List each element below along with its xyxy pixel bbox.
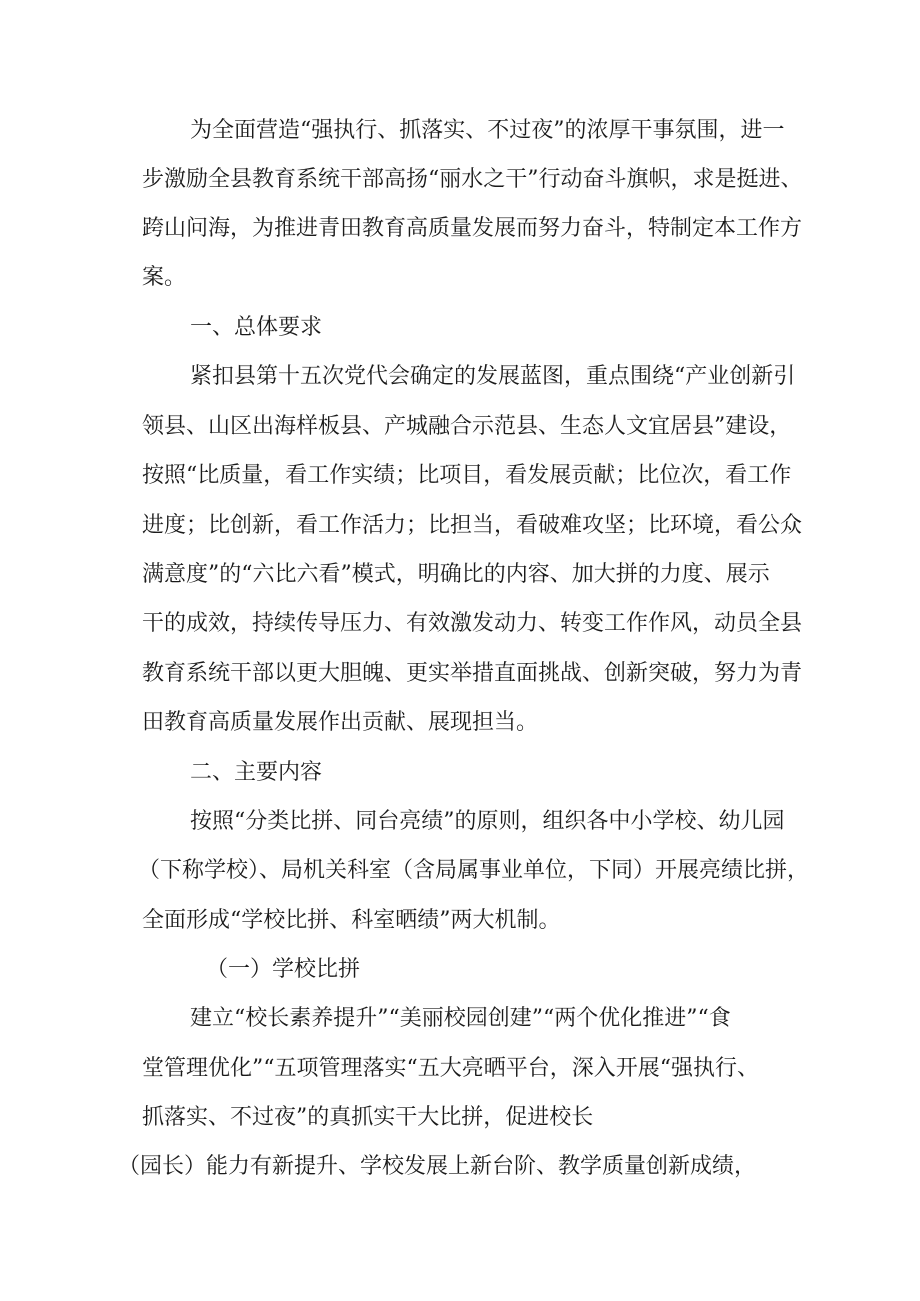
subsection-heading-1: （一）学校比拼 [206, 957, 361, 982]
paragraph-content-line-1: 按照“分类比拼、同台亮绩”的原则，组织各中小学校、幼儿园 [190, 809, 785, 834]
paragraph-requirements-line-4: 进度；比创新，看工作活力；比担当，看破难攻坚；比环境，看公众 [142, 513, 803, 538]
paragraph-requirements-line-5: 满意度”的“六比六看”模式，明确比的内容、加大拼的力度、展示 [142, 562, 770, 587]
paragraph-requirements-line-1: 紧扣县第十五次党代会确定的发展蓝图，重点围绕“产业创新引 [190, 364, 796, 389]
paragraph-content-line-2: （下称学校）、局机关科室（含局属事业单位，下同）开展亮绩比拼， [138, 858, 810, 883]
paragraph-requirements-line-8: 田教育高质量发展作出贡献、展现担当。 [142, 710, 539, 735]
paragraph-intro-line-4: 案。 [142, 265, 187, 290]
paragraph-requirements-line-7: 教育系统干部以更大胆魄、更实举措直面挑战、创新突破，努力为青 [142, 661, 803, 686]
section-heading-1: 一、总体要求 [190, 315, 323, 340]
paragraph-intro-line-2: 步激励全县教育系统干部高扬“丽水之干”行动奋斗旗帜，求是挺进、 [142, 167, 803, 192]
paragraph-school-line-2: 堂管理优化”“五项管理落实“五大亮晒平台，深入开展“强执行、 [142, 1056, 759, 1081]
paragraph-requirements-line-2: 领县、山区出海样板县、产城融合示范县、生态人文宜居县”建设， [142, 414, 792, 439]
paragraph-requirements-line-6: 干的成效，持续传导压力、有效激发动力、转变工作作风，动员全县 [142, 611, 803, 636]
paragraph-school-line-4: （园长）能力有新提升、学校发展上新台阶、教学质量创新成绩， [118, 1154, 757, 1179]
paragraph-school-line-3: 抓落实、不过夜”的真抓实干大比拼，促进校长 [142, 1105, 594, 1130]
section-heading-2: 二、主要内容 [190, 760, 323, 785]
paragraph-requirements-line-3: 按照“比质量，看工作实绩；比项目，看发展贡献；比位次，看工作 [142, 463, 792, 488]
paragraph-school-line-1: 建立“校长素养提升”“美丽校园创建”“两个优化推进”“食 [190, 1006, 731, 1031]
paragraph-content-line-3: 全面形成“学校比拼、科室晒绩”两大机制。 [142, 908, 561, 933]
paragraph-intro-line-1: 为全面营造“强执行、抓落实、不过夜”的浓厚干事氛围，进一 [190, 118, 785, 143]
paragraph-intro-line-3: 跨山问海，为推进青田教育高质量发展而努力奋斗，特制定本工作方 [142, 216, 803, 241]
